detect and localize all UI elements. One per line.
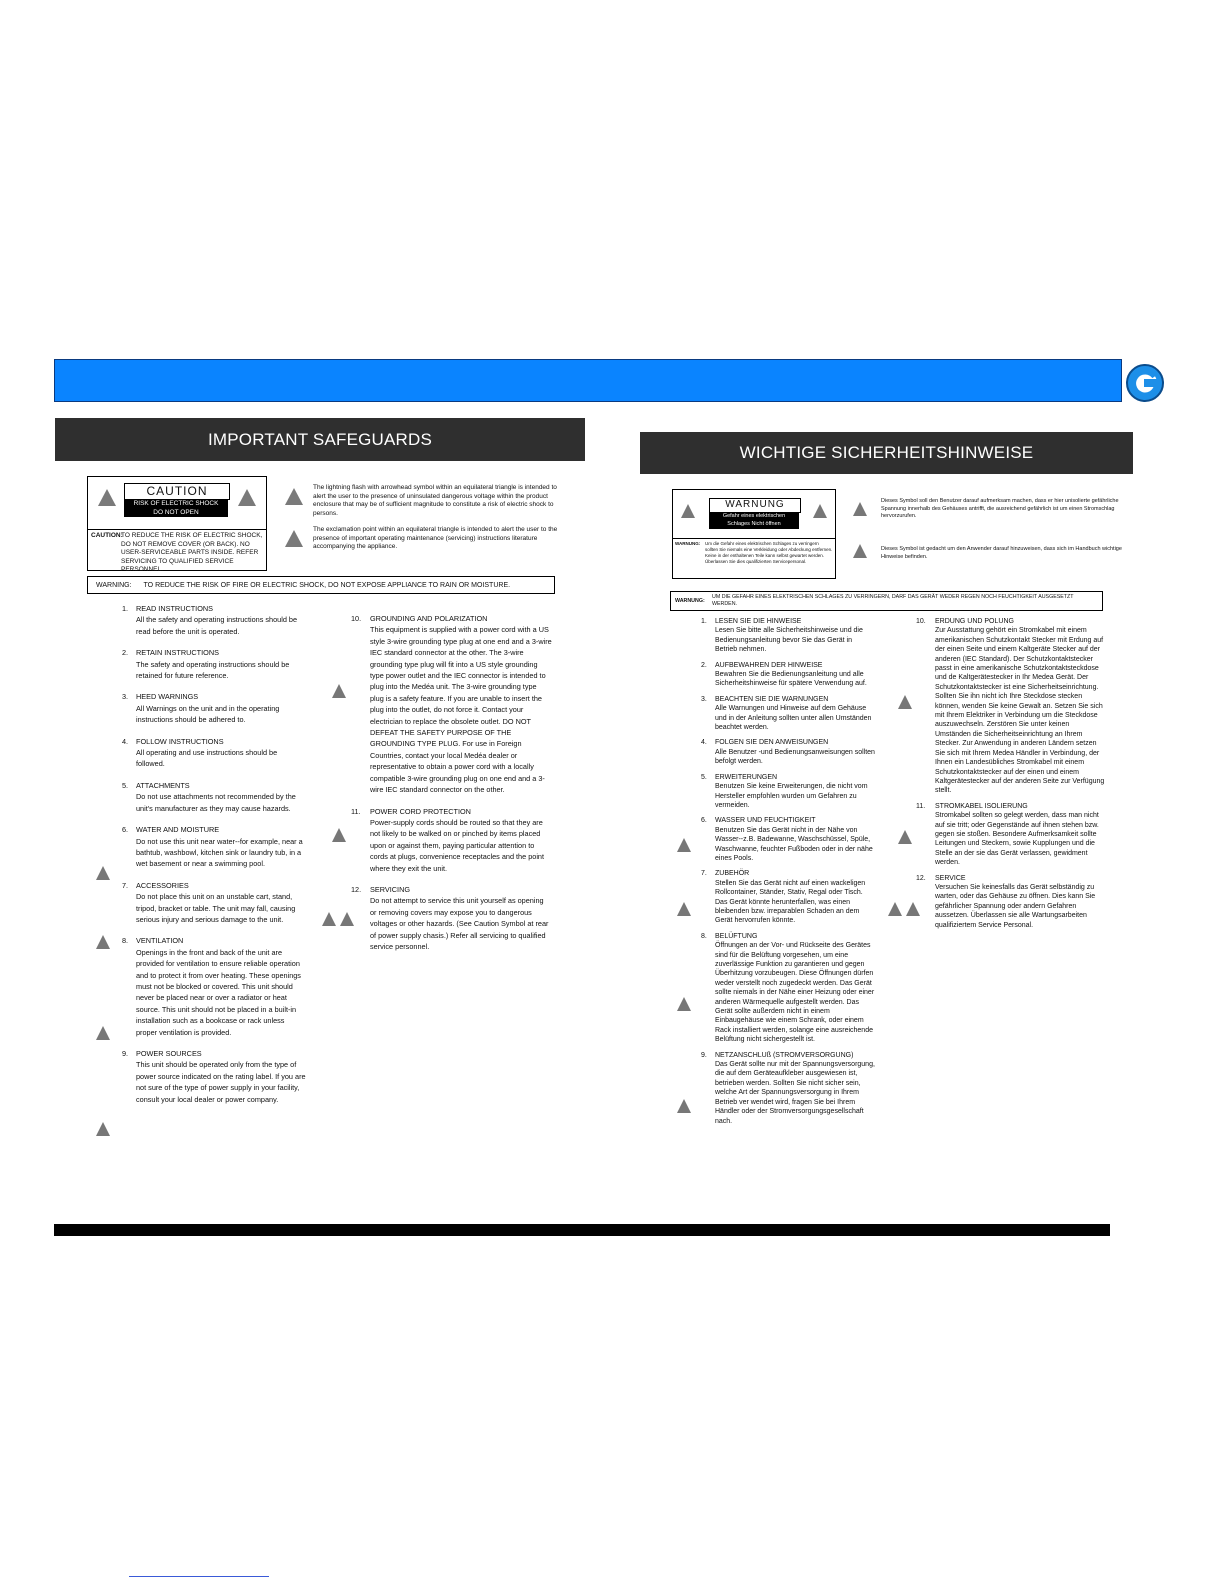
item-title: WATER AND MOISTURE (136, 825, 220, 835)
list-item (122, 647, 306, 681)
lightning-triangle-icon (898, 695, 912, 709)
item-number: 4. (701, 739, 707, 747)
warning-text: UM DIE GEFAHR EINES ELEKTRISCHEN SCHLAGES ZU VERRINGERN, DARF DAS GERÄT WEDER REGEN NOCH FEUCHTIGKEIT AUSGESETZT WERDEN. (712, 594, 1074, 607)
lightning-triangle-icon (898, 830, 912, 844)
item-title: LESEN SIE DIE HINWEISE (715, 618, 802, 625)
item-number: 9. (122, 1049, 129, 1058)
item-number: 11. (916, 802, 926, 810)
list-item (701, 617, 875, 655)
list-item (701, 695, 875, 733)
item-title: BEACHTEN SIE DIE WARNUNGEN (715, 695, 829, 703)
item-number: 3. (701, 695, 707, 703)
item-title: SERVICING (370, 884, 411, 894)
item-number: 8. (701, 932, 707, 940)
item-body: Stromkabel sollten so gelegt werden, dass man nicht auf sie tritt; oder Gegenstände auf ihnen stehen bzw. gegen sie stoßen. Besondere Aufmerksamkeit sollte Leitungen und Steckern, sowie Kupplungen und die Stelle an der sie das Gerät verlassen, gewidment werden. (935, 812, 1099, 867)
exclamation-symbol-icon (285, 530, 303, 547)
caution-subtitle: Gefahr eines elektrischen Schlages Nicht öffnen (709, 512, 799, 529)
list-item (122, 691, 306, 725)
item-body: Öffnungen an der Vor- und Rückseite des Gerätes sind für die Belüftung vorgesehen, um eine zuverlässige Funktion zu garantieren und gegen Überhitzung vorzubeugen. Diese Öffnungen dürfen weder verstellt noch zugedeckt werden. Das Gerät sollte niemals in der Nähe einer Heizung oder einer anderen Wärmequelle aufgestellt werden. Das Gerät sollte außerdem nicht in einem Einbaugehäuse wie einem Schrank, oder einem Rack installiert werden, solange eine ausreichende Belüftung nicht sichergestellt ist. (715, 942, 875, 1044)
item-body: Do not attempt to service this unit yourself as opening or removing covers may expose you to dangerous voltages or other hazards. (See Caution Symbol at rear of power supply chasis.) Refer all servicing to qualified service personnel. (370, 896, 549, 951)
item-number: 6. (122, 825, 129, 835)
german-title: WICHTIGE SICHERHEITSHINWEISE (640, 432, 1133, 474)
english-warning-bar (87, 576, 555, 594)
item-number: 7. (122, 880, 129, 890)
english-caution-label (87, 476, 267, 571)
item-body: All the safety and operating instructions should be read before the unit is operated. (136, 615, 298, 636)
list-item (122, 1048, 306, 1105)
item-number: 3. (122, 692, 129, 702)
exclamation-warning-icon (813, 504, 827, 518)
warning-triangle-icon (677, 997, 691, 1011)
list-item (122, 935, 306, 1038)
item-title: FOLLOW INSTRUCTIONS (136, 736, 224, 746)
item-number: 1. (701, 618, 707, 625)
german-left-column (701, 617, 875, 1132)
item-number: 12. (916, 874, 926, 882)
item-number: 5. (122, 780, 129, 790)
lightning-triangle-icon (96, 1122, 110, 1136)
divider (673, 538, 835, 539)
lightning-warning-icon (98, 489, 116, 506)
list-item (351, 884, 552, 952)
item-number: 5. (701, 773, 707, 781)
item-number: 6. (701, 817, 707, 825)
item-body: Power-supply cords should be routed so that they are not likely to be walked on or pinched by items placed upon or against them, paying particular attention to cords at plugs, convenience receptacles and the point where they exit the unit. (370, 817, 545, 873)
item-number: 11. (351, 806, 361, 816)
item-body: Do not use this unit near water--for example, near a bathtub, washbowl, kitchen sink or laundry tub, in a wet basement or near a swimming pool. (136, 836, 303, 869)
item-title: POWER CORD PROTECTION (370, 806, 471, 816)
list-item (701, 816, 875, 863)
exclamation-note: The exclamation point within an equilateral triangle is intended to alert the user to the presence of important operating maintenance (servicing) instructions literature accompanying the appliance. (313, 526, 558, 550)
item-number: 9. (701, 1051, 707, 1059)
item-title: ZUBEHÖR (715, 870, 750, 878)
lightning-note: Dieses Symbol soll den Benutzer darauf aufmerksam machen, dass er hier unisolierte gefährliche Spannung innerhalb des Gehäuses antrifft, die ausreichend gefährlich ist um einen Stromschlag hervorzurufen. (881, 498, 1119, 519)
g-logo-icon (1124, 363, 1168, 403)
item-title: RETAIN INSTRUCTIONS (136, 648, 219, 658)
item-body: Versuchen Sie keinesfalls das Gerät selbständig zu warten, oder das Gehäuse zu öffnen. Dies kann Sie gefährlicher Spannung oder andern Gefahren aussetzen. Überlassen sie alle Wartungsarbeiten qualifiziertem Service Personal. (935, 883, 1096, 929)
lightning-triangle-icon (677, 1099, 691, 1113)
lightning-triangle-icon (332, 684, 346, 698)
item-body: Bewahren Sie die Bedienungsanleitung und alle Sicherheitshinweise für spätere Verwendung auf. (715, 671, 867, 688)
item-title: SERVICE (935, 874, 966, 882)
item-body: Alle Warnungen und Hinweise auf dem Gehäuse und in der Anleitung sollten unter allen Umständen beachtet werden. (715, 705, 872, 732)
item-number: 8. (122, 936, 129, 946)
caution-text: Um die Gefahr eines elektrischen Schlages zu verringern sollten Sie niemals eine Verkleidung oder Abdeckung entfernen. Keine in der enthaltenen Teile kann selbst gewartet werden. Überlassen Sie dies qualifizierten Servicepersonal. (705, 541, 833, 564)
lightning-warning-icon (681, 504, 695, 518)
list-item (122, 780, 306, 814)
item-body: Lesen Sie bitte alle Sicherheitshinweise und die Bedienungsanleitung bevor Sie das Gerät in Betrieb nehmen. (715, 627, 863, 654)
warning-triangle-icon (677, 902, 691, 916)
warning-triangle-icon (96, 866, 110, 880)
item-body: Do not place this unit on an unstable cart, stand, tripod, bracket or table. The unit may fall, causing serious injury and serious damage to the unit. (136, 892, 296, 924)
list-item (916, 874, 1105, 930)
item-body: Alle Benutzer -und Bedienungsanweisungen sollten befolgt werden. (715, 748, 875, 766)
item-title: ACCESSORIES (136, 880, 189, 890)
item-body: All Warnings on the unit and in the operating instructions should be adhered to. (136, 703, 280, 725)
item-title: READ INSTRUCTIONS (136, 604, 214, 613)
list-item (122, 603, 306, 637)
english-right-column (351, 613, 552, 962)
lightning-note: The lightning flash with arrowhead symbol within an equilateral triangle is intended to alert the user to the presence of uninsulated dangerous voltage within the product enclosure that may be of sufficient magnitude to constitute a risk of electric shock to persons. (313, 484, 557, 517)
item-body: Zur Ausstattung gehört ein Stromkabel mit einem amerikanischen Schutzkontakt Stecker mit Erdung auf der einen Seite und einem Kaltgeräte Stecker auf der anderen (IEC Standard). Der Schutzkontaktstecker passt in eine amerikanische Schutzkontaktsteckdose und de Kaltgerätestecker in Ihr Medea Gerät. Der Schutzkontaktstecker ist eine Sicherheitseinrichtung. Sollten Sie ihn nicht ich Ihre Steckdose stecken können, wenden Sie keine Gewalt an. Setzen Sie sich mit Ihrem Elektriker in Verbindung um die Steckdose auszuwechseln. Zerstören Sie unter keinen Umständen die Sicherheitseinrichtung an Ihrem Stecker. Zur Anwendung in anderen Ländern setzen Sie sich mit Ihrem Medea Händler in Verbindung, der Ihnen ein Landesübliches Stromkabel mit einem Schutzkontaktstecker auf der einen und einem Kaltgerätestecker auf der anderen Seite zur Verfügung stellt. (935, 627, 1105, 795)
warning-label: WARNUNG: (675, 598, 705, 604)
item-body: This equipment is supplied with a power cord with a US style 3-wire grounding type plug at one end and a 3-wire IEC standard connector at the other. The 3-wire grounding type plug will fit into a US style grounding type power outlet and the IEC connector is intended to plug into the Medéa unit. The 3-wire grounding type plug is a safety feature. If you are unable to insert the plug into the outlet, do not force it. Contact your electrician to replace the obsolete outlet. DO NOT DEFEAT THE SAFETY PURPOSE OF THE GROUNDING TYPE PLUG. For use in Foreign Countries, contact your local Medéa dealer or representative to obtain a power cord with a locally compatible 3-wire grounding plug on one end and a 3-wire IEC standard connector on the other. (370, 625, 552, 795)
item-title: BELÜFTUNG (715, 932, 758, 940)
item-body: Openings in the front and back of the unit are provided for ventilation to ensure reliable operation and to protect it from over heating. These openings must not be blocked or covered. This unit should never be placed near or over a radiator or heat source. This unit should not be placed in a built-in installation such as a bookcase or rack unless proper ventilation is provided. (136, 947, 301, 1037)
list-item (701, 1051, 875, 1126)
item-body: Do not use attachments not recommended by the unit's manufacturer as they may cause hazards. (136, 792, 296, 813)
item-title: ERDUNG UND POLUNG (935, 618, 1014, 625)
item-title: WASSER UND FEUCHTIGKEIT (715, 817, 816, 825)
warning-text: TO REDUCE THE RISK OF FIRE OR ELECTRIC SHOCK, DO NOT EXPOSE APPLIANCE TO RAIN OR MOISTURE. (143, 581, 511, 589)
list-item (701, 869, 875, 925)
lightning-symbol-icon (285, 488, 303, 505)
warning-label: WARNING: (96, 581, 132, 589)
item-number: 1. (122, 604, 129, 613)
caution-word: CAUTION (124, 483, 230, 500)
list-item (701, 738, 875, 766)
warning-triangle-icon (906, 902, 920, 916)
item-title: NETZANSCHLUß (STROMVERSORGUNG) (715, 1051, 854, 1059)
item-body: The safety and operating instructions should be retained for future reference. (136, 659, 290, 681)
item-body: All operating and use instructions should be followed. (136, 748, 278, 769)
lightning-triangle-icon (332, 828, 346, 842)
german-caution-label (672, 489, 836, 579)
item-number: 7. (701, 870, 707, 878)
list-item (122, 736, 306, 770)
divider (88, 529, 266, 530)
list-item (351, 613, 552, 796)
item-title: HEED WARNINGS (136, 692, 199, 702)
item-title: POWER SOURCES (136, 1049, 202, 1058)
list-item (701, 661, 875, 689)
item-title: FOLGEN SIE DEN ANWEISUNGEN (715, 739, 829, 747)
warning-triangle-icon (677, 838, 691, 852)
exclamation-note: Dieses Symbol ist gedacht um den Anwender darauf hinzuweisen, dass sich im Handbuch wichtige Hinweise befinden. (881, 546, 1122, 560)
caution-label: CAUTION: (91, 532, 123, 539)
list-item (701, 932, 875, 1045)
item-title: VENTILATION (136, 936, 184, 946)
german-warning-bar (670, 591, 1103, 611)
german-right-column (916, 617, 1105, 936)
list-item (916, 617, 1105, 796)
item-number: 2. (122, 648, 129, 658)
lightning-triangle-icon (322, 912, 336, 926)
item-number: 4. (122, 736, 129, 746)
caution-text: TO REDUCE THE RISK OF ELECTRIC SHOCK, DO NOT REMOVE COVER (OR BACK). NO USER-SERVICEABLE PARTS INSIDE. REFER SERVICING TO QUALIFIED SERVICE PERSONNEL. (121, 532, 263, 573)
caution-subtitle: RISK OF ELECTRIC SHOCK DO NOT OPEN (124, 499, 228, 517)
lightning-triangle-icon (888, 902, 902, 916)
warning-triangle-icon (96, 935, 110, 949)
exclamation-warning-icon (238, 489, 256, 506)
warning-triangle-icon (96, 1026, 110, 1040)
list-item (701, 773, 875, 811)
english-left-column (122, 603, 306, 1115)
footer-band (54, 1224, 1110, 1236)
exclamation-symbol-icon (853, 544, 867, 558)
header-band (54, 359, 1122, 402)
lightning-symbol-icon (853, 502, 867, 516)
caution-label: WARNUNG: (675, 541, 701, 546)
item-number: 10. (351, 614, 362, 623)
item-body: Das Gerät sollte nur mit der Spannungsversorgung, die auf dem Geräteaufkleber ausgewiesen ist, betrieben werden. Sollten Sie nicht sicher sein, welche Art der Spannungsversorgung in Ihrem Betrieb ver wendet wird, fragen Sie bei Ihrem Händler oder der Stromversorgungsgesellschaft nach. (715, 1061, 875, 1125)
caution-word: WARNUNG (709, 498, 801, 513)
warning-triangle-icon (340, 912, 354, 926)
item-number: 2. (701, 661, 707, 669)
list-item (122, 824, 306, 870)
english-title: IMPORTANT SAFEGUARDS (55, 418, 585, 461)
item-body: Benutzen Sie keine Erweiterungen, die nicht vom Hersteller empfohlen wurden um Gefahren zu vermeiden. (715, 783, 868, 809)
item-title: ATTACHMENTS (136, 780, 190, 790)
item-number: 12. (351, 884, 362, 894)
item-title: AUFBEWAHREN DER HINWEISE (715, 661, 823, 669)
list-item (351, 806, 552, 874)
item-number: 10. (916, 618, 926, 625)
list-item (122, 880, 306, 926)
item-title: GROUNDING AND POLARIZATION (370, 614, 488, 623)
item-body: Stellen Sie das Gerät nicht auf einen wackeligen Rollcontainer, Ständer, Stativ, Regal oder Tisch. Das Gerät könnte herunterfallen, was einen bleibenden bzw. irreparablen Schaden an dem Gerät hervorrufen könnte. (715, 879, 866, 925)
item-body: Benutzen Sie das Gerät nicht in der Nähe von Wasser--z.B. Badewanne, Waschschüssel, Spüle, Waschwanne, feuchter Fußboden oder in der nähe eines Pools. (715, 826, 873, 862)
list-item (916, 802, 1105, 868)
item-title: ERWEITERUNGEN (715, 773, 778, 781)
item-body: This unit should be operated only from the type of power source indicated on the rating label. If you are not sure of the type of power supply in your facility, consult your local dealer or power company. (136, 1060, 306, 1104)
item-title: STROMKABEL ISOLIERUNG (935, 802, 1028, 810)
footer-link-underline (129, 1576, 269, 1577)
